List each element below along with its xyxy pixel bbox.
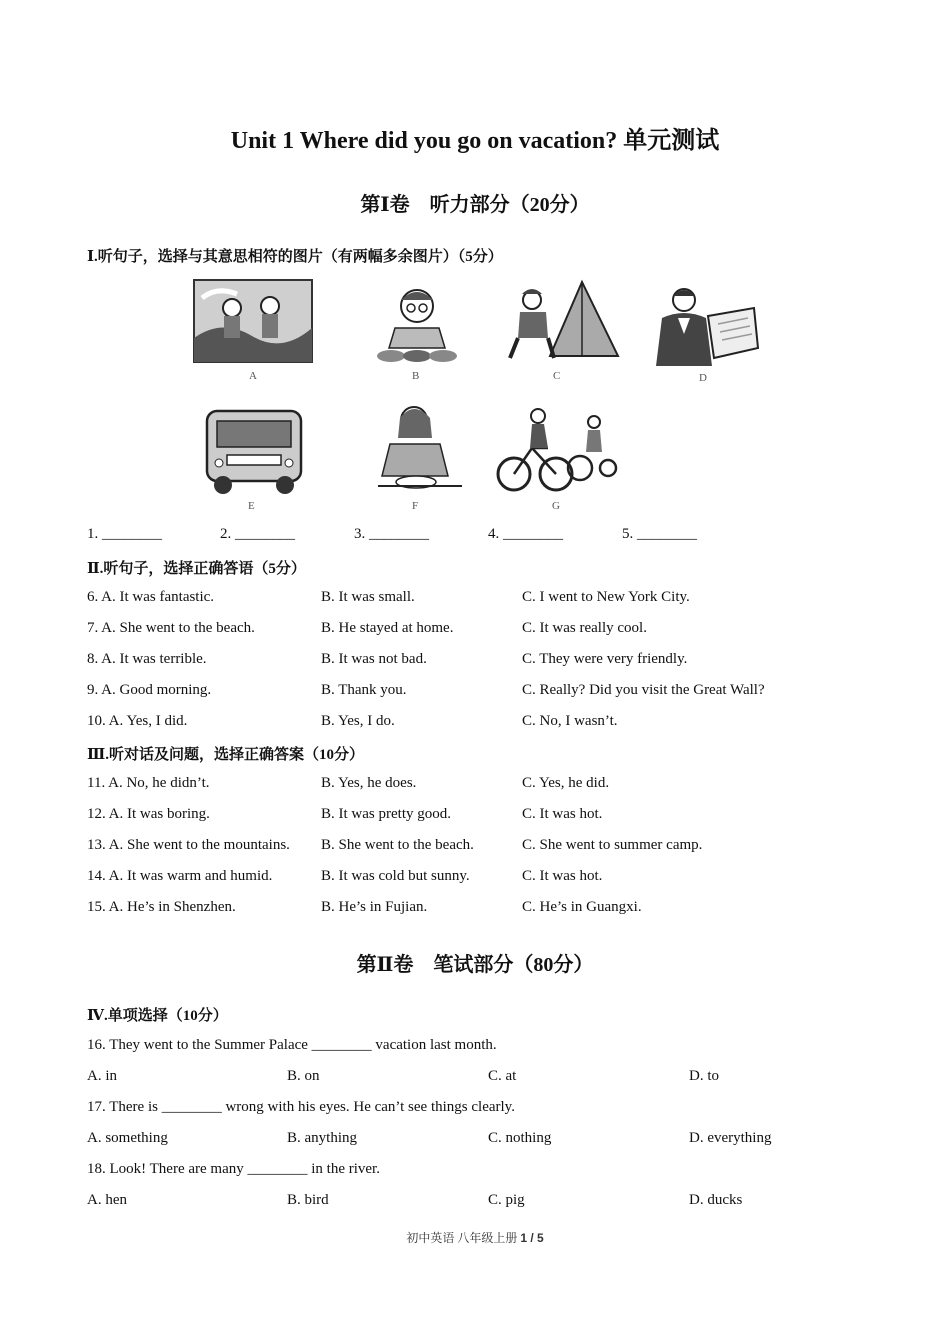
page-title: Unit 1 Where did you go on vacation? 单元测试 (230, 128, 720, 154)
option-b: B. It was not bad. (321, 651, 427, 667)
option-c: C. nothing (488, 1130, 552, 1146)
bus-icon (193, 403, 315, 499)
part1-heading: Ⅰ.听句子，选择与其意思相符的图片（有两幅多余图片）（5分） (87, 249, 503, 265)
option-a: 12. A. It was boring. (87, 806, 210, 822)
option-c: C. No, I wasn’t. (522, 713, 618, 729)
option-a: 8. A. It was terrible. (87, 651, 207, 667)
part4-heading: Ⅳ.单项选择（10分） (87, 1008, 228, 1024)
option-b: B. on (287, 1068, 320, 1084)
picture-label-g: G (552, 500, 560, 512)
part3-heading: Ⅲ.听对话及问题，选择正确答案（10分） (87, 747, 365, 763)
option-a: 6. A. It was fantastic. (87, 589, 215, 605)
option-b: B. It was cold but sunny. (321, 868, 470, 884)
option-a: 13. A. She went to the mountains. (87, 837, 290, 853)
option-b: B. He’s in Fujian. (321, 899, 428, 915)
picture-label-f: F (412, 500, 419, 512)
answer-blank-2[interactable]: 2. ________ (220, 526, 295, 542)
option-b: B. It was small. (321, 589, 415, 605)
answer-blank-1[interactable]: 1. ________ (87, 526, 162, 542)
option-b: B. He stayed at home. (321, 620, 454, 636)
option-b: B. anything (287, 1130, 357, 1146)
section2-title: 第Ⅱ卷 笔试部分（80分） (356, 954, 594, 976)
option-c: C. I went to New York City. (522, 589, 690, 605)
woman-eating-icon (358, 398, 480, 494)
option-d: D. everything (689, 1130, 772, 1146)
question-stem: 18. Look! There are many ________ in the river. (87, 1161, 380, 1177)
part2-heading: Ⅱ.听句子，选择正确答语（5分） (87, 561, 306, 577)
option-c: C. He’s in Guangxi. (522, 899, 642, 915)
question-stem: 17. There is ________ wrong with his eyes. He can’t see things clearly. (87, 1099, 515, 1115)
option-a: A. something (87, 1130, 168, 1146)
option-a: A. in (87, 1068, 117, 1084)
option-c: C. Yes, he did. (522, 775, 610, 791)
picture-label-c: C (553, 370, 561, 382)
footer-subject: 初中英语 八年级上册 (406, 1231, 521, 1245)
camping-tent-icon (500, 276, 622, 372)
option-c: C. It was really cool. (522, 620, 647, 636)
boy-eating-icon (355, 278, 477, 374)
option-c: C. She went to summer camp. (522, 837, 703, 853)
man-reading-icon (642, 278, 764, 374)
option-a: 11. A. No, he didn’t. (87, 775, 210, 791)
picture-label-d: D (699, 372, 707, 384)
answer-blank-3[interactable]: 3. ________ (354, 526, 429, 542)
option-b: B. Yes, he does. (321, 775, 417, 791)
option-b: B. bird (287, 1192, 329, 1208)
option-c: C. It was hot. (522, 806, 603, 822)
option-c: C. Really? Did you visit the Great Wall? (522, 682, 765, 698)
option-b: B. She went to the beach. (321, 837, 474, 853)
option-b: B. Yes, I do. (321, 713, 395, 729)
question-stem: 16. They went to the Summer Palace ________ vacation last month. (87, 1037, 497, 1053)
option-a: 10. A. Yes, I did. (87, 713, 188, 729)
answer-blank-4[interactable]: 4. ________ (488, 526, 563, 542)
option-d: D. ducks (689, 1192, 743, 1208)
cyclists-icon (496, 402, 618, 498)
option-c: C. They were very friendly. (522, 651, 688, 667)
picture-label-e: E (248, 500, 255, 512)
option-c: C. pig (488, 1192, 525, 1208)
picture-label-a: A (249, 370, 257, 382)
option-a: 9. A. Good morning. (87, 682, 212, 698)
option-c: C. It was hot. (522, 868, 603, 884)
option-b: B. Thank you. (321, 682, 407, 698)
option-c: C. at (488, 1068, 517, 1084)
picture-label-b: B (412, 370, 420, 382)
section1-title: 第Ⅰ卷 听力部分（20分） (360, 194, 590, 216)
option-b: B. It was pretty good. (321, 806, 451, 822)
option-a: 15. A. He’s in Shenzhen. (87, 899, 236, 915)
option-d: D. to (689, 1068, 719, 1084)
option-a: 7. A. She went to the beach. (87, 620, 255, 636)
page-footer (0, 1229, 950, 1246)
option-a: A. hen (87, 1192, 127, 1208)
family-picnic-icon (192, 278, 314, 374)
answer-blank-5[interactable]: 5. ________ (622, 526, 697, 542)
option-a: 14. A. It was warm and humid. (87, 868, 273, 884)
page-number: 1 / 5 (520, 1231, 544, 1245)
